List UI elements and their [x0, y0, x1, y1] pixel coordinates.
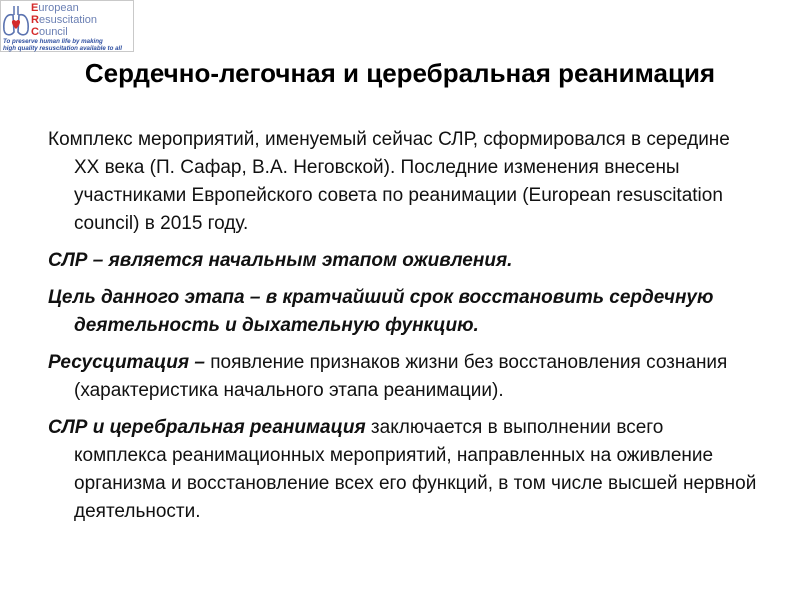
logo-tagline-2: high quality resuscitation available to all — [3, 45, 122, 52]
logo-line-2: Resuscitation — [31, 14, 98, 26]
logo-tagline-1: To preserve human life by making — [3, 38, 103, 45]
paragraph-definition: СЛР – является начальным этапом оживления. — [48, 250, 513, 271]
slide-title: Сердечно-легочная и церебральная реанимация — [84, 58, 716, 88]
paragraph-cerebral: СЛР и церебральная реанимация заключается в выполнении всего комплекса реанимационных мероприятий, направленных на оживление организма и восстановление всех его функций, в том числе высшей нервной деятельности. — [48, 417, 757, 522]
logo-line-1: European — [31, 2, 79, 14]
paragraph-resuscitation: Ресусцитация – появление признаков жизни без восстановления сознания (характеристика начального этапа реанимации). — [48, 352, 728, 401]
slide-body — [48, 126, 760, 535]
paragraph-history: Комплекс мероприятий, именуемый сейчас СЛР, сформировался в середине XX века (П. Сафар, В.А. Неговской). Последние изменения внесены участниками Европейского совета по реанимации (European resuscitation council) в 2015 году. — [48, 129, 730, 234]
erc-logo — [0, 0, 134, 52]
logo-line-3: Council — [31, 26, 68, 38]
paragraph-goal: Цель данного этапа – в кратчайший срок восстановить сердечную деятельность и дыхательную функцию. — [48, 287, 714, 336]
lungs-heart-icon — [2, 3, 30, 39]
